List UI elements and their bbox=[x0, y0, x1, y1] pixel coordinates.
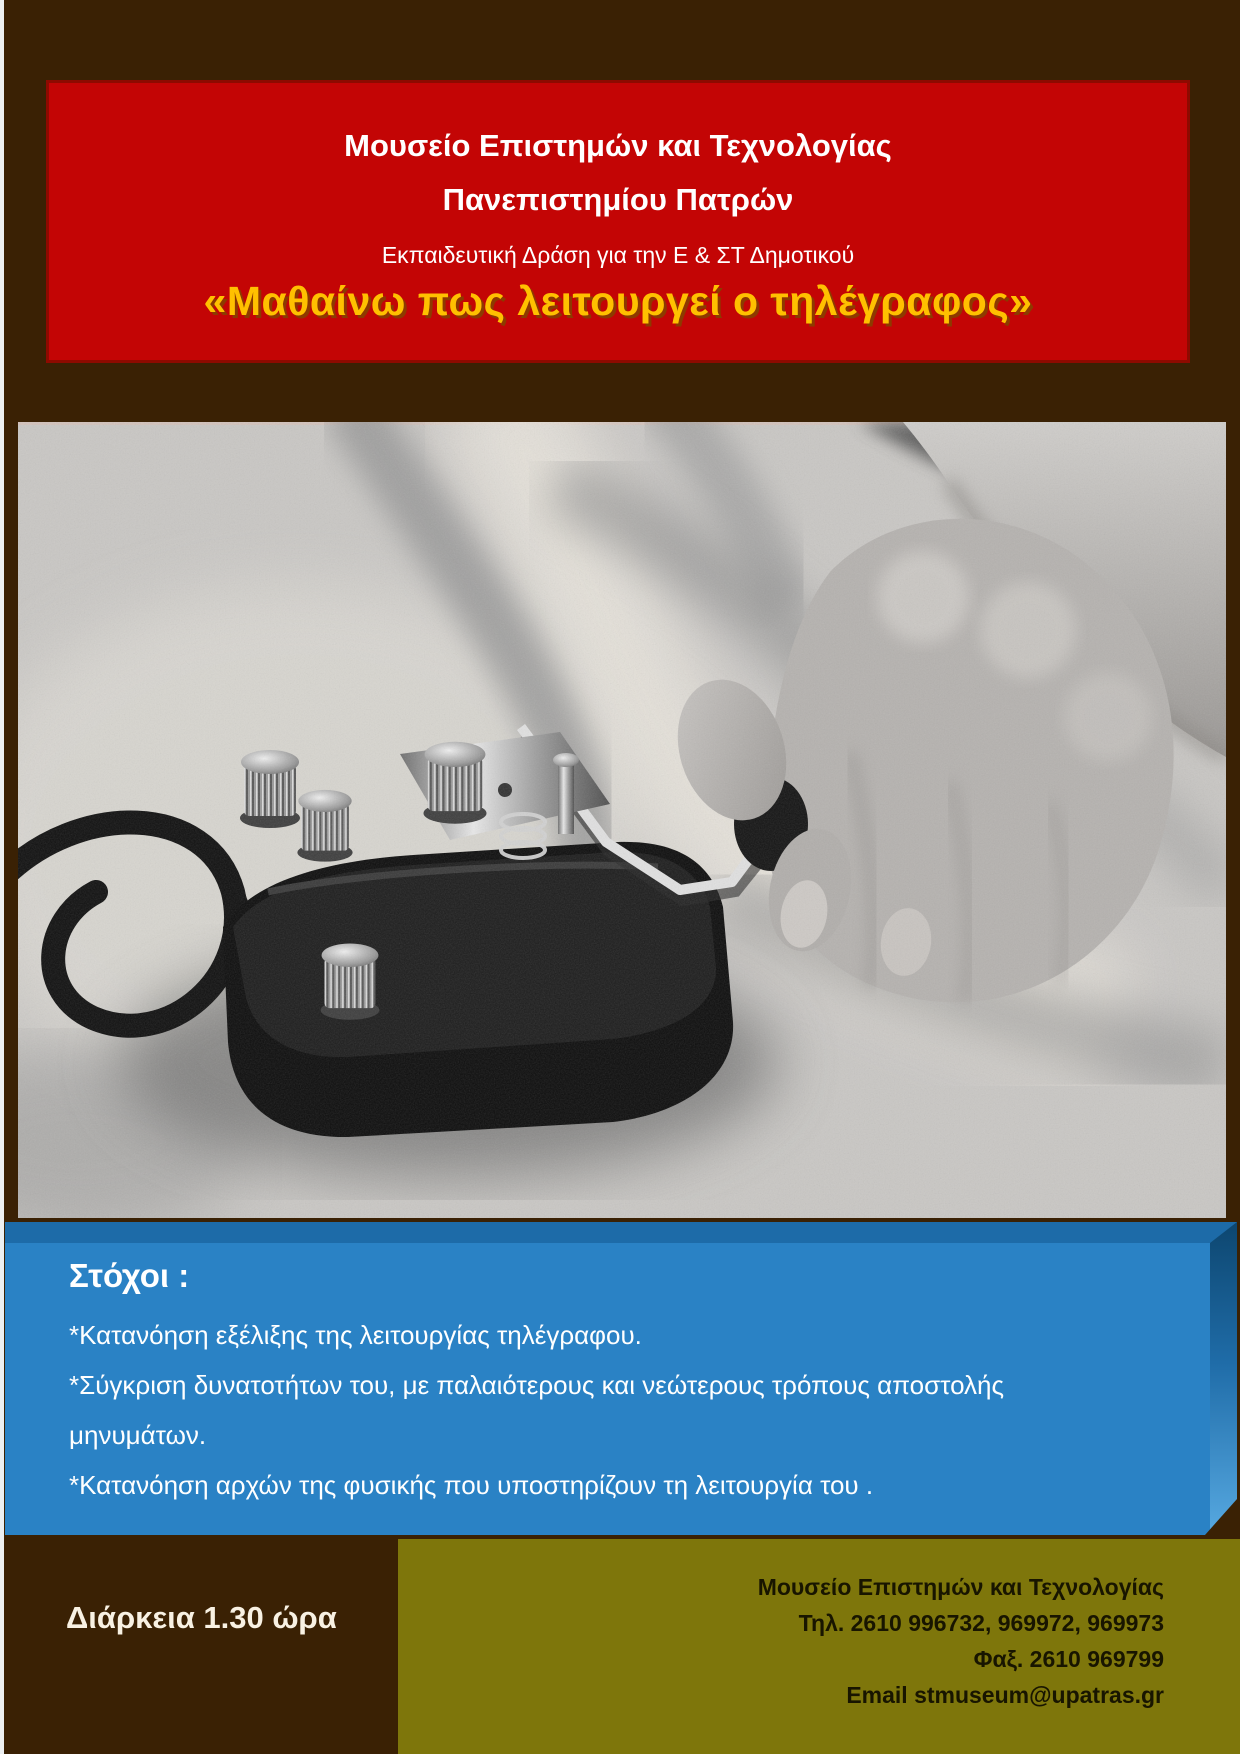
scan-edge-strip bbox=[0, 0, 4, 1754]
goal-item-1: *Κατανόηση εξέλιξης της λειτουργίας τηλέγραφου. bbox=[69, 1320, 642, 1350]
contact-fax: Φαξ. 2610 969799 bbox=[973, 1646, 1164, 1672]
goals-panel bbox=[5, 1222, 1237, 1535]
contact-museum-name: Μουσείο Επιστημών και Τεχνολογίας bbox=[757, 1574, 1164, 1600]
goals-heading: Στόχοι : bbox=[69, 1257, 190, 1294]
contact-panel bbox=[398, 1539, 1240, 1754]
goal-item-3: *Κατανόηση αρχών της φυσικής που υποστηρίζουν τη λειτουργία του . bbox=[69, 1470, 874, 1500]
contact-phone: Τηλ. 2610 996732, 969972, 969973 bbox=[798, 1610, 1164, 1636]
goal-item-2: *Σύγκριση δυνατοτήτων του, με παλαιότερους και νεώτερους τρόπους αποστολής μηνυμάτων. bbox=[69, 1370, 1005, 1450]
duration-label: Διάρκεια 1.30 ώρα bbox=[66, 1600, 337, 1635]
activity-title: «Μαθαίνω πως λειτουργεί ο τηλέγραφος» bbox=[203, 278, 1033, 324]
header-banner bbox=[46, 80, 1190, 363]
panel-bevel-right bbox=[1210, 1222, 1237, 1535]
museum-title-line2: Πανεπιστημίου Πατρών bbox=[442, 182, 794, 217]
panel-bevel-top bbox=[5, 1222, 1237, 1243]
telegraph-photo bbox=[18, 422, 1226, 1218]
audience-subtitle: Εκπαιδευτική Δράση για την Ε & ΣΤ Δημοτικού bbox=[381, 242, 855, 268]
museum-title-line1: Μουσείο Επιστημών και Τεχνολογίας bbox=[344, 128, 892, 163]
contact-email: Email stmuseum@upatras.gr bbox=[846, 1682, 1164, 1708]
